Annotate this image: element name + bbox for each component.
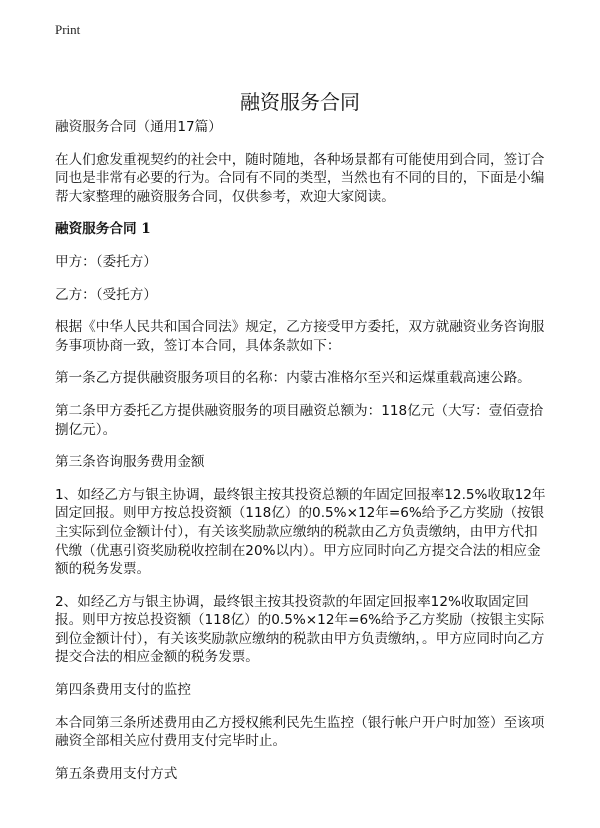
preamble-paragraph: 根据《中华人民共和国合同法》规定，乙方接受甲方委托，双方就融资业务咨询服务事项协商一致，签订本合同，具体条款如下： [55, 319, 545, 354]
article-5-heading: 第五条费用支付方式 [55, 765, 178, 782]
document-body [55, 118, 551, 797]
party-b: 乙方：（受托方） [55, 286, 157, 303]
article-3-heading: 第三条咨询服务费用金额 [55, 454, 205, 471]
print-link[interactable]: Print [55, 22, 81, 37]
intro-paragraph: 在人们愈发重视契约的社会中，随时随地，各种场景都有可能使用到合同，签订合同也是非常有必要的行为。合同有不同的类型，当然也有不同的目的，下面是小编帮大家整理的融资服务合同，仅供参考，欢迎大家阅读。 [55, 151, 545, 205]
article-4-heading: 第四条费用支付的监控 [55, 682, 191, 699]
article-1: 第一条乙方提供融资服务项目的名称：内蒙古准格尔至兴和运煤重载高速公路。 [55, 370, 531, 387]
party-a: 甲方：（委托方） [55, 253, 157, 270]
document-subtitle: 融资服务合同（通用17篇） [55, 119, 222, 135]
article-2: 第二条甲方委托乙方提供融资服务的项目融资总额为：118亿元（大写：壹佰壹拾捌亿元）。 [55, 402, 544, 438]
article-3-clause-1: 1、如经乙方与银主协调，最终银主按其投资总额的年固定回报率12.5%收取12年固定回报。则甲方按总投资额（118亿）的0.5%×12年=6%给予乙方奖励（按银主实际到位金额计付），有关该奖励款应缴纳的税款由乙方负责缴纳，由甲方代扣代缴（优惠引资奖励税收控制在20%以内）。甲方应同时向乙方提交合法的相应金额的税务发票。 [55, 486, 546, 578]
section-heading: 融资服务合同 1 [55, 221, 151, 238]
article-4-body: 本合同第三条所述费用由乙方授权熊利民先生监控（银行帐户开户时加签）至该项融资全部相关应付费用支付完毕时止。 [55, 714, 545, 750]
article-3-clause-2: 2、如经乙方与银主协调，最终银主按其投资款的年固定回报率12%收取固定回报。则甲方按总投资额（118亿）的0.5%×12年=6%给予乙方奖励（按银主实际到位金额计付），有关该奖励款应缴纳的税款由甲方负责缴纳，。甲方应同时向乙方提交合法的相应金额的税务发票。 [55, 593, 545, 666]
document-title: 融资服务合同 [240, 90, 360, 114]
